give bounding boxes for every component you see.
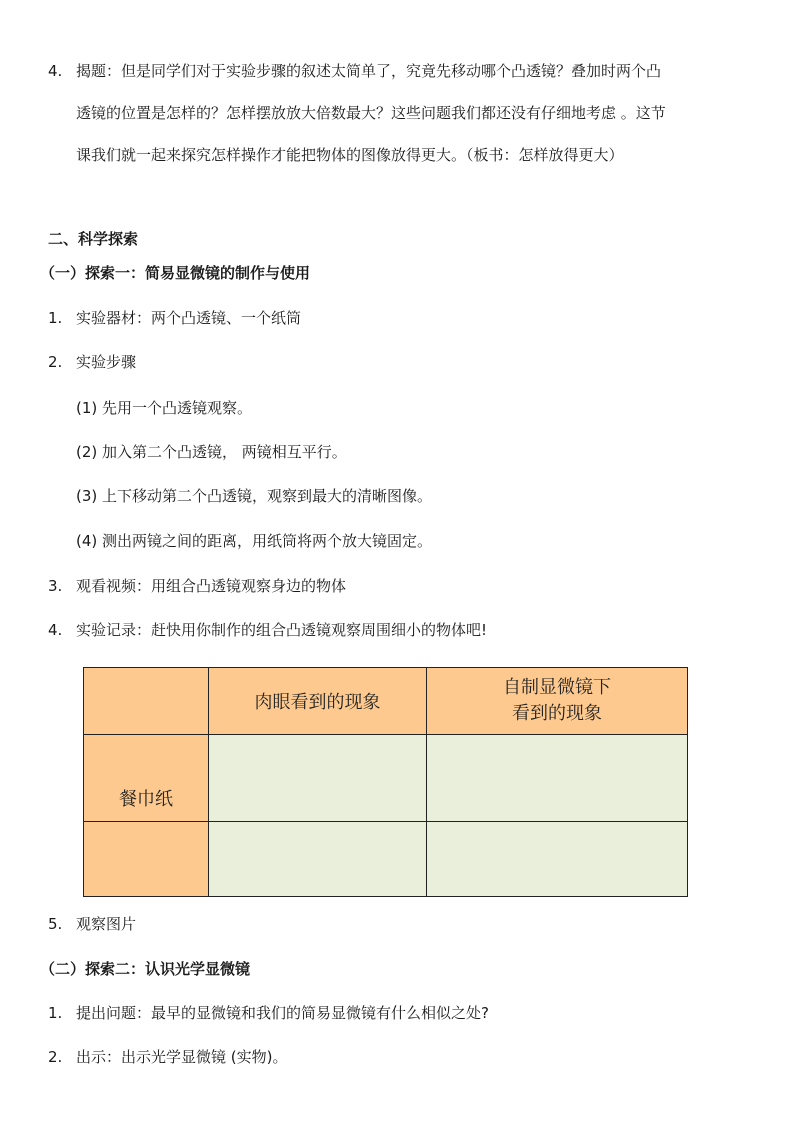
table-header-cell (427, 668, 688, 735)
list-number: 4. (48, 62, 63, 80)
list-number: 1. (48, 1004, 63, 1022)
explore2-title: （二）探索二：认识光学显微镜 (40, 960, 251, 978)
table-row (84, 822, 688, 897)
table-header-cell: 肉眼看到的现象 (209, 668, 427, 735)
list-number: 2. (48, 1048, 63, 1066)
step-item: (3) 上下移动第二个凸透镜，观察到最大的清晰图像。 (76, 487, 433, 505)
list-number: 2. (48, 353, 63, 371)
list-item-text: 提出问题：最早的显微镜和我们的简易显微镜有什么相似之处? (76, 1004, 489, 1022)
table-header-cell (84, 668, 209, 735)
list-item-text: 观看视频：用组合凸透镜观察身边的物体 (76, 577, 347, 595)
header-line: 自制显微镜下 (503, 677, 611, 698)
record-table (83, 667, 688, 897)
header-line: 看到的现象 (512, 703, 602, 724)
list-number: 5. (48, 915, 63, 933)
table-header-row (84, 668, 688, 735)
table-cell (209, 822, 427, 897)
table-cell (209, 735, 427, 822)
explore1-title: （一）探索一：简易显微镜的制作与使用 (40, 264, 311, 282)
table-row-label (84, 822, 209, 897)
table-cell (427, 822, 688, 897)
list-item-text: 出示：出示光学显微镜 (实物)。 (76, 1048, 288, 1066)
list-number: 3. (48, 577, 63, 595)
table-row-label: 餐巾纸 (84, 735, 209, 822)
step-item: (2) 加入第二个凸透镜， 两镜相互平行。 (76, 443, 347, 461)
intro-line-2: 透镜的位置是怎样的？怎样摆放放大倍数最大？这些问题我们都还没有仔细地考虑 。这节 (76, 104, 666, 122)
step-item: (1) 先用一个凸透镜观察。 (76, 399, 253, 417)
list-item-text: 实验器材：两个凸透镜、一个纸筒 (76, 309, 302, 327)
list-number: 4. (48, 621, 63, 639)
list-number: 1. (48, 309, 63, 327)
step-item: (4) 测出两镜之间的距离，用纸筒将两个放大镜固定。 (76, 532, 433, 550)
list-item-text: 观察图片 (76, 915, 137, 933)
list-item-text: 实验记录：赶快用你制作的组合凸透镜观察周围细小的物体吧! (76, 621, 488, 639)
table-row (84, 735, 688, 822)
list-item-text: 实验步骤 (76, 353, 137, 371)
section-title: 二、科学探索 (48, 230, 139, 248)
intro-line-3: 课我们就一起来探究怎样操作才能把物体的图像放得更大。（板书：怎样放得更大） (76, 146, 624, 164)
intro-line-1: 揭题：但是同学们对于实验步骤的叙述太简单了，究竟先移动哪个凸透镜？叠加时两个凸 (76, 62, 662, 80)
table-cell (427, 735, 688, 822)
